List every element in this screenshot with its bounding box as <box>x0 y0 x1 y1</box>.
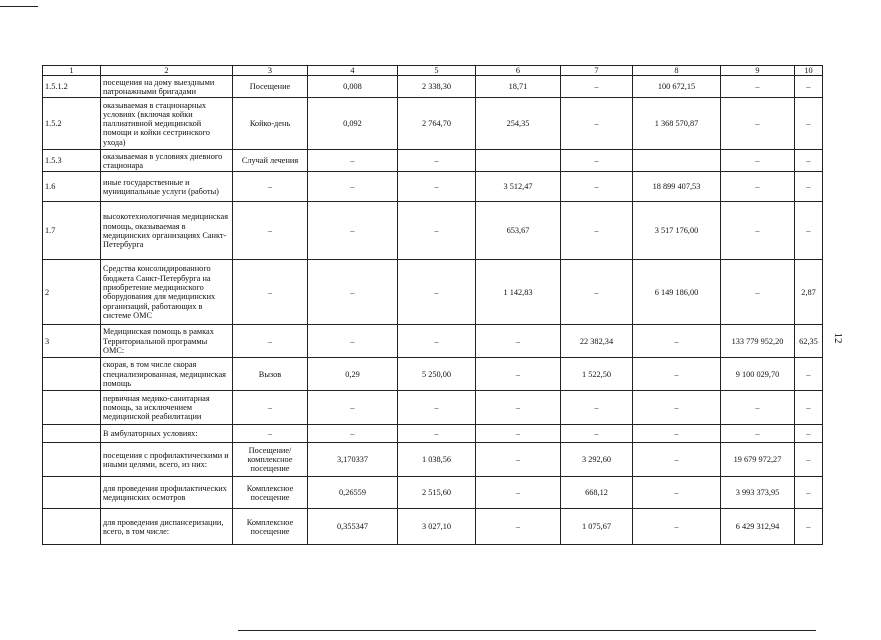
bottom-rule <box>238 630 816 631</box>
table-cell: 6 429 312,94 <box>721 509 795 545</box>
table-cell: – <box>233 325 308 358</box>
table-cell: – <box>398 202 476 260</box>
table-cell: – <box>561 202 633 260</box>
table-cell <box>43 391 101 425</box>
table-cell: – <box>561 76 633 98</box>
table-cell: 1 038,56 <box>398 443 476 477</box>
table-cell: – <box>561 425 633 443</box>
table-cell: – <box>721 76 795 98</box>
table-cell: – <box>476 443 561 477</box>
table-cell: – <box>398 172 476 202</box>
table-cell: 3 292,60 <box>561 443 633 477</box>
table-cell: – <box>308 172 398 202</box>
table-cell: 0,008 <box>308 76 398 98</box>
table-cell: – <box>633 358 721 391</box>
table-row <box>43 76 823 98</box>
table-cell <box>476 150 561 172</box>
table-cell: – <box>721 391 795 425</box>
table-cell: 1.5.1.2 <box>43 76 101 98</box>
table-cell: 1 522,50 <box>561 358 633 391</box>
table-cell: Комплексное посещение <box>233 477 308 509</box>
table-cell: Посещение <box>233 76 308 98</box>
table-cell: оказываемая в условиях дневного стационара <box>101 150 233 172</box>
table-cell: 1.5.2 <box>43 98 101 150</box>
table-cell: 3 027,10 <box>398 509 476 545</box>
table-cell: 18 899 407,53 <box>633 172 721 202</box>
table-cell: для проведения профилактических медицинских осмотров <box>101 477 233 509</box>
table-cell: – <box>308 260 398 325</box>
table-cell: – <box>398 391 476 425</box>
table-row <box>43 509 823 545</box>
table-cell: 0,29 <box>308 358 398 391</box>
top-left-corner-mark <box>0 0 38 7</box>
table-cell: – <box>308 150 398 172</box>
table-row <box>43 425 823 443</box>
table-cell <box>633 150 721 172</box>
table-cell: – <box>795 425 823 443</box>
table-cell: – <box>633 443 721 477</box>
table-cell: оказываемая в стационарных условиях (включая койки паллиативной медицинской помощи и койки сестринского ухода) <box>101 98 233 150</box>
table-cell: – <box>308 391 398 425</box>
table-cell: 9 100 029,70 <box>721 358 795 391</box>
table-cell: 1 075,67 <box>561 509 633 545</box>
table-row <box>43 325 823 358</box>
table-cell: – <box>721 172 795 202</box>
table-cell: – <box>633 391 721 425</box>
table-cell: – <box>721 425 795 443</box>
table-cell: – <box>308 202 398 260</box>
table-cell: 6 149 186,00 <box>633 260 721 325</box>
column-number: 6 <box>476 66 561 76</box>
page-number: 12 <box>832 332 844 344</box>
table-cell: посещения с профилактическими и иными целями, всего, из них: <box>101 443 233 477</box>
column-number: 5 <box>398 66 476 76</box>
table-cell: для проведения диспансеризации, всего, в том числе: <box>101 509 233 545</box>
table-cell: 1.5.3 <box>43 150 101 172</box>
table-cell: – <box>561 260 633 325</box>
table-cell <box>43 358 101 391</box>
table-cell: – <box>795 76 823 98</box>
table-cell: Посещение/ комплексное посещение <box>233 443 308 477</box>
table-cell: 3 993 373,95 <box>721 477 795 509</box>
table-cell: – <box>308 425 398 443</box>
table-cell: 18,71 <box>476 76 561 98</box>
table-cell: 0,26559 <box>308 477 398 509</box>
table-cell: Койко-день <box>233 98 308 150</box>
table-cell: 19 679 972,27 <box>721 443 795 477</box>
table-cell: 1 368 570,87 <box>633 98 721 150</box>
table-cell: – <box>233 391 308 425</box>
column-number: 2 <box>101 66 233 76</box>
table-cell <box>43 425 101 443</box>
table-cell: – <box>476 358 561 391</box>
table-cell: – <box>795 172 823 202</box>
table-cell: 2 515,60 <box>398 477 476 509</box>
table-cell: – <box>795 150 823 172</box>
table-cell: – <box>633 325 721 358</box>
column-number: 8 <box>633 66 721 76</box>
table-cell: – <box>795 358 823 391</box>
table-cell: – <box>795 202 823 260</box>
table-row <box>43 477 823 509</box>
table-cell: – <box>233 172 308 202</box>
table-cell: – <box>476 509 561 545</box>
table-row <box>43 260 823 325</box>
column-number: 7 <box>561 66 633 76</box>
table-cell: – <box>721 98 795 150</box>
table-cell: – <box>795 98 823 150</box>
table-cell: – <box>795 477 823 509</box>
table-cell: – <box>721 260 795 325</box>
table-cell <box>43 443 101 477</box>
table-cell: 3 517 176,00 <box>633 202 721 260</box>
column-number: 10 <box>795 66 823 76</box>
table-cell: 254,35 <box>476 98 561 150</box>
table-cell: 0,092 <box>308 98 398 150</box>
column-number: 1 <box>43 66 101 76</box>
column-number: 3 <box>233 66 308 76</box>
column-number: 9 <box>721 66 795 76</box>
table-cell: 133 779 952,20 <box>721 325 795 358</box>
table-cell: – <box>633 509 721 545</box>
table-cell: – <box>561 98 633 150</box>
column-number: 4 <box>308 66 398 76</box>
table-cell: 2,87 <box>795 260 823 325</box>
table-cell: 2 <box>43 260 101 325</box>
table-cell: Средства консолидированного бюджета Санкт-Петербурга на приобретение медицинского оборудования для медицинских организаций, работающих в системе ОМС <box>101 260 233 325</box>
table-cell: – <box>795 443 823 477</box>
table-cell: 1.6 <box>43 172 101 202</box>
table-cell: В амбулаторных условиях: <box>101 425 233 443</box>
table-row <box>43 391 823 425</box>
table-cell: – <box>476 425 561 443</box>
table-row <box>43 358 823 391</box>
table-cell: Комплексное посещение <box>233 509 308 545</box>
table-row <box>43 172 823 202</box>
table-cell: высокотехнологичная медицинская помощь, оказываемая в медицинских организациях Санкт-Петербурга <box>101 202 233 260</box>
table-cell: посещения на дому выездными патронажными бригадами <box>101 76 233 98</box>
table-cell: 62,35 <box>795 325 823 358</box>
table-cell: 653,67 <box>476 202 561 260</box>
table-row <box>43 443 823 477</box>
table-cell: – <box>476 325 561 358</box>
table-row <box>43 98 823 150</box>
table-cell: – <box>721 150 795 172</box>
table-cell: 3,170337 <box>308 443 398 477</box>
financing-table <box>42 65 823 545</box>
table-cell: – <box>476 391 561 425</box>
table-cell: 1 142,83 <box>476 260 561 325</box>
table-cell: Вызов <box>233 358 308 391</box>
table-cell: – <box>795 391 823 425</box>
table-cell: Случай лечения <box>233 150 308 172</box>
table-cell: 1.7 <box>43 202 101 260</box>
table-cell: – <box>398 425 476 443</box>
table-cell: – <box>233 260 308 325</box>
table-cell: 2 764,70 <box>398 98 476 150</box>
table-cell: 5 250,00 <box>398 358 476 391</box>
table-cell: – <box>633 477 721 509</box>
table-cell: 3 <box>43 325 101 358</box>
table-cell: 668,12 <box>561 477 633 509</box>
table-cell: Медицинская помощь в рамках Территориальной программы ОМС: <box>101 325 233 358</box>
table-cell: – <box>561 172 633 202</box>
table-cell: скорая, в том числе скорая специализированная, медицинская помощь <box>101 358 233 391</box>
table-cell: – <box>398 260 476 325</box>
table-cell: 2 338,30 <box>398 76 476 98</box>
table-row <box>43 150 823 172</box>
table-cell: – <box>561 150 633 172</box>
table-cell: 3 512,47 <box>476 172 561 202</box>
table-cell: – <box>633 425 721 443</box>
table-cell: иные государственные и муниципальные услуги (работы) <box>101 172 233 202</box>
column-number-row <box>43 66 823 76</box>
table-cell: – <box>561 391 633 425</box>
table-cell: – <box>233 425 308 443</box>
table-cell: 0,355347 <box>308 509 398 545</box>
table-cell: – <box>308 325 398 358</box>
table-cell: – <box>721 202 795 260</box>
table-cell: – <box>398 325 476 358</box>
table-cell: первичная медико-санитарная помощь, за исключением медицинской реабилитации <box>101 391 233 425</box>
table-cell: – <box>233 202 308 260</box>
table-cell: 100 672,15 <box>633 76 721 98</box>
table-cell: – <box>476 477 561 509</box>
table-cell: – <box>398 150 476 172</box>
table-row <box>43 202 823 260</box>
table-cell: 22 382,34 <box>561 325 633 358</box>
table-cell <box>43 509 101 545</box>
table-cell <box>43 477 101 509</box>
table-cell: – <box>795 509 823 545</box>
